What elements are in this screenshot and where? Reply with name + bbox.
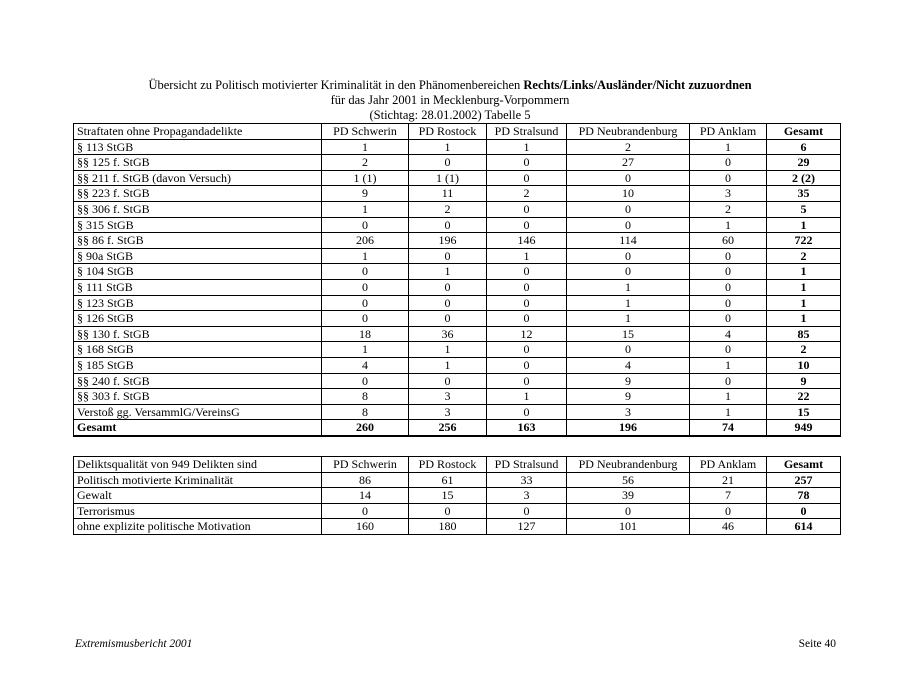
row-total-cell: 5 <box>767 201 841 217</box>
data-cell: 160 <box>322 519 409 535</box>
row-label: §§ 306 f. StGB <box>74 201 322 217</box>
table-row <box>74 342 841 358</box>
data-cell: 0 <box>690 311 767 327</box>
data-cell: 46 <box>690 519 767 535</box>
table-row <box>74 357 841 373</box>
data-cell: 0 <box>690 503 767 519</box>
data-cell: 0 <box>487 264 567 280</box>
row-total-cell: 257 <box>767 472 841 488</box>
report-header <box>0 78 900 123</box>
data-cell: 0 <box>409 248 487 264</box>
data-cell: 21 <box>690 472 767 488</box>
column-header: PD Neubrandenburg <box>567 124 690 140</box>
data-cell: 0 <box>409 311 487 327</box>
data-cell: 0 <box>409 217 487 233</box>
data-cell: 0 <box>567 248 690 264</box>
row-label: § 126 StGB <box>74 311 322 327</box>
quality-title-cell: Deliktsqualität von 949 Delikten sind <box>74 457 322 473</box>
data-cell: 1 <box>690 389 767 405</box>
data-cell: 86 <box>322 472 409 488</box>
data-cell: 1 <box>322 342 409 358</box>
data-cell: 10 <box>567 186 690 202</box>
data-cell: 0 <box>322 373 409 389</box>
report-title <box>0 78 900 93</box>
data-cell: 2 <box>322 155 409 171</box>
row-label: §§ 125 f. StGB <box>74 155 322 171</box>
data-cell: 3 <box>409 404 487 420</box>
data-cell: 0 <box>567 201 690 217</box>
data-cell: 0 <box>567 264 690 280</box>
data-cell: 27 <box>567 155 690 171</box>
data-cell: 1 <box>409 139 487 155</box>
report-stichtag: (Stichtag: 28.01.2002) Tabelle 5 <box>369 108 531 122</box>
row-label: Gewalt <box>74 488 322 504</box>
column-header: PD Stralsund <box>487 124 567 140</box>
data-cell: 15 <box>409 488 487 504</box>
row-total-cell: 614 <box>767 519 841 535</box>
row-total-cell: 1 <box>767 264 841 280</box>
report-title-plain: Übersicht zu Politisch motivierter Kriminalität in den Phänomenbereichen <box>148 78 524 92</box>
row-label: Verstoß gg. VersammlG/VereinsG <box>74 404 322 420</box>
data-cell: 1 <box>567 279 690 295</box>
data-cell: 3 <box>567 404 690 420</box>
data-cell: 0 <box>690 342 767 358</box>
data-cell: 1 <box>690 217 767 233</box>
data-cell: 0 <box>690 295 767 311</box>
column-header: PD Anklam <box>690 124 767 140</box>
data-cell: 4 <box>690 326 767 342</box>
column-header: PD Rostock <box>409 124 487 140</box>
data-cell: 0 <box>690 155 767 171</box>
data-cell: 1 <box>409 357 487 373</box>
table-row <box>74 201 841 217</box>
row-total-cell: 722 <box>767 233 841 249</box>
data-cell: 36 <box>409 326 487 342</box>
table-row <box>74 233 841 249</box>
quality-header-row <box>74 457 841 473</box>
data-cell: 11 <box>409 186 487 202</box>
data-cell: 2 <box>409 201 487 217</box>
data-cell: 0 <box>690 264 767 280</box>
data-cell: 14 <box>322 488 409 504</box>
row-total-cell: 2 (2) <box>767 170 841 186</box>
data-cell: 180 <box>409 519 487 535</box>
data-cell: 0 <box>487 170 567 186</box>
row-label: § 315 StGB <box>74 217 322 233</box>
column-header: Gesamt <box>767 124 841 140</box>
row-total-cell: 2 <box>767 248 841 264</box>
data-cell: 7 <box>690 488 767 504</box>
data-cell: 12 <box>487 326 567 342</box>
table-row <box>74 155 841 171</box>
data-cell: 1 <box>690 357 767 373</box>
data-cell: 1 <box>567 311 690 327</box>
row-total-cell: 2 <box>767 342 841 358</box>
data-cell: 9 <box>567 373 690 389</box>
data-cell: 56 <box>567 472 690 488</box>
row-total-cell: 6 <box>767 139 841 155</box>
row-total-cell: 78 <box>767 488 841 504</box>
column-header: Gesamt <box>767 457 841 473</box>
data-cell: 146 <box>487 233 567 249</box>
row-label: §§ 130 f. StGB <box>74 326 322 342</box>
data-cell: 1 <box>487 139 567 155</box>
row-label: § 113 StGB <box>74 139 322 155</box>
total-cell: 949 <box>767 420 841 436</box>
data-cell: 1 <box>487 389 567 405</box>
data-cell: 0 <box>487 155 567 171</box>
data-cell: 4 <box>567 357 690 373</box>
data-cell: 0 <box>322 311 409 327</box>
data-cell: 1 <box>690 139 767 155</box>
total-cell: 196 <box>567 420 690 436</box>
data-cell: 0 <box>487 373 567 389</box>
data-cell: 0 <box>322 279 409 295</box>
row-label: §§ 211 f. StGB (davon Versuch) <box>74 170 322 186</box>
main-header-row <box>74 124 841 140</box>
data-cell: 0 <box>487 357 567 373</box>
row-total-cell: 22 <box>767 389 841 405</box>
data-cell: 0 <box>409 295 487 311</box>
data-cell: 0 <box>487 311 567 327</box>
row-label: § 185 StGB <box>74 357 322 373</box>
data-cell: 0 <box>567 342 690 358</box>
data-cell: 3 <box>690 186 767 202</box>
data-cell: 0 <box>487 503 567 519</box>
row-label: §§ 223 f. StGB <box>74 186 322 202</box>
data-cell: 0 <box>322 503 409 519</box>
data-cell: 2 <box>690 201 767 217</box>
total-cell: 260 <box>322 420 409 436</box>
table-row <box>74 311 841 327</box>
main-title-cell: Straftaten ohne Propagandadelikte <box>74 124 322 140</box>
data-cell: 1 <box>690 404 767 420</box>
table-row <box>74 488 841 504</box>
row-label: §§ 86 f. StGB <box>74 233 322 249</box>
data-cell: 0 <box>567 170 690 186</box>
data-cell: 0 <box>487 201 567 217</box>
row-total-cell: 35 <box>767 186 841 202</box>
row-total-cell: 15 <box>767 404 841 420</box>
data-cell: 0 <box>322 295 409 311</box>
data-cell: 0 <box>690 170 767 186</box>
table-row <box>74 373 841 389</box>
data-cell: 39 <box>567 488 690 504</box>
row-label: § 90a StGB <box>74 248 322 264</box>
column-header: PD Anklam <box>690 457 767 473</box>
data-cell: 206 <box>322 233 409 249</box>
report-title-bold: Rechts/Links/Ausländer/Nicht zuzuordnen <box>523 78 752 92</box>
table-row <box>74 170 841 186</box>
data-cell: 196 <box>409 233 487 249</box>
row-label: § 111 StGB <box>74 279 322 295</box>
data-cell: 0 <box>567 217 690 233</box>
row-label: Terrorismus <box>74 503 322 519</box>
data-cell: 1 <box>322 248 409 264</box>
data-cell: 1 <box>409 264 487 280</box>
row-total-cell: 1 <box>767 311 841 327</box>
data-cell: 0 <box>690 248 767 264</box>
row-total-cell: 1 <box>767 279 841 295</box>
total-cell: 74 <box>690 420 767 436</box>
row-label: §§ 303 f. StGB <box>74 389 322 405</box>
table-row <box>74 503 841 519</box>
data-cell: 0 <box>322 217 409 233</box>
footer-report-name: Extremismusbericht 2001 <box>75 638 193 650</box>
data-cell: 1 <box>322 201 409 217</box>
total-label: Gesamt <box>74 420 322 436</box>
row-total-cell: 10 <box>767 357 841 373</box>
data-cell: 0 <box>487 217 567 233</box>
data-cell: 0 <box>487 342 567 358</box>
row-total-cell: 0 <box>767 503 841 519</box>
row-total-cell: 1 <box>767 217 841 233</box>
row-label: Politisch motivierte Kriminalität <box>74 472 322 488</box>
table-row <box>74 248 841 264</box>
data-cell: 0 <box>409 503 487 519</box>
data-cell: 0 <box>690 279 767 295</box>
data-cell: 3 <box>409 389 487 405</box>
data-cell: 101 <box>567 519 690 535</box>
row-label: §§ 240 f. StGB <box>74 373 322 389</box>
row-total-cell: 1 <box>767 295 841 311</box>
column-header: PD Neubrandenburg <box>567 457 690 473</box>
data-cell: 2 <box>487 186 567 202</box>
data-cell: 2 <box>567 139 690 155</box>
data-cell: 15 <box>567 326 690 342</box>
row-total-cell: 29 <box>767 155 841 171</box>
column-header: PD Schwerin <box>322 124 409 140</box>
data-cell: 9 <box>567 389 690 405</box>
total-cell: 256 <box>409 420 487 436</box>
data-cell: 1 <box>487 248 567 264</box>
table-row <box>74 295 841 311</box>
column-header: PD Schwerin <box>322 457 409 473</box>
data-cell: 4 <box>322 357 409 373</box>
data-cell: 0 <box>567 503 690 519</box>
table-row <box>74 186 841 202</box>
data-cell: 8 <box>322 404 409 420</box>
table-row <box>74 279 841 295</box>
crime-statistics-table <box>73 123 841 437</box>
data-cell: 33 <box>487 472 567 488</box>
column-header: PD Rostock <box>409 457 487 473</box>
table-row <box>74 519 841 535</box>
data-cell: 0 <box>487 295 567 311</box>
column-header: PD Stralsund <box>487 457 567 473</box>
data-cell: 127 <box>487 519 567 535</box>
total-row <box>74 420 841 436</box>
data-cell: 0 <box>409 279 487 295</box>
footer-page-number: Seite 40 <box>798 638 836 650</box>
table-row <box>74 139 841 155</box>
data-cell: 61 <box>409 472 487 488</box>
table-row <box>74 404 841 420</box>
total-cell: 163 <box>487 420 567 436</box>
table-row <box>74 217 841 233</box>
data-cell: 1 (1) <box>322 170 409 186</box>
data-cell: 0 <box>409 155 487 171</box>
table-row <box>74 264 841 280</box>
data-cell: 0 <box>322 264 409 280</box>
data-cell: 18 <box>322 326 409 342</box>
data-cell: 0 <box>487 279 567 295</box>
row-total-cell: 9 <box>767 373 841 389</box>
data-cell: 60 <box>690 233 767 249</box>
row-label: § 168 StGB <box>74 342 322 358</box>
data-cell: 1 <box>322 139 409 155</box>
data-cell: 8 <box>322 389 409 405</box>
data-cell: 3 <box>487 488 567 504</box>
table-row <box>74 326 841 342</box>
table-row <box>74 472 841 488</box>
data-cell: 1 (1) <box>409 170 487 186</box>
data-cell: 1 <box>409 342 487 358</box>
data-cell: 0 <box>487 404 567 420</box>
data-cell: 0 <box>690 373 767 389</box>
row-label: ohne explizite politische Motivation <box>74 519 322 535</box>
data-cell: 114 <box>567 233 690 249</box>
row-label: § 104 StGB <box>74 264 322 280</box>
data-cell: 1 <box>567 295 690 311</box>
offense-quality-table <box>73 456 841 535</box>
row-total-cell: 85 <box>767 326 841 342</box>
row-label: § 123 StGB <box>74 295 322 311</box>
data-cell: 9 <box>322 186 409 202</box>
table-row <box>74 389 841 405</box>
data-cell: 0 <box>409 373 487 389</box>
report-subtitle: für das Jahr 2001 in Mecklenburg-Vorpommern <box>330 93 570 107</box>
